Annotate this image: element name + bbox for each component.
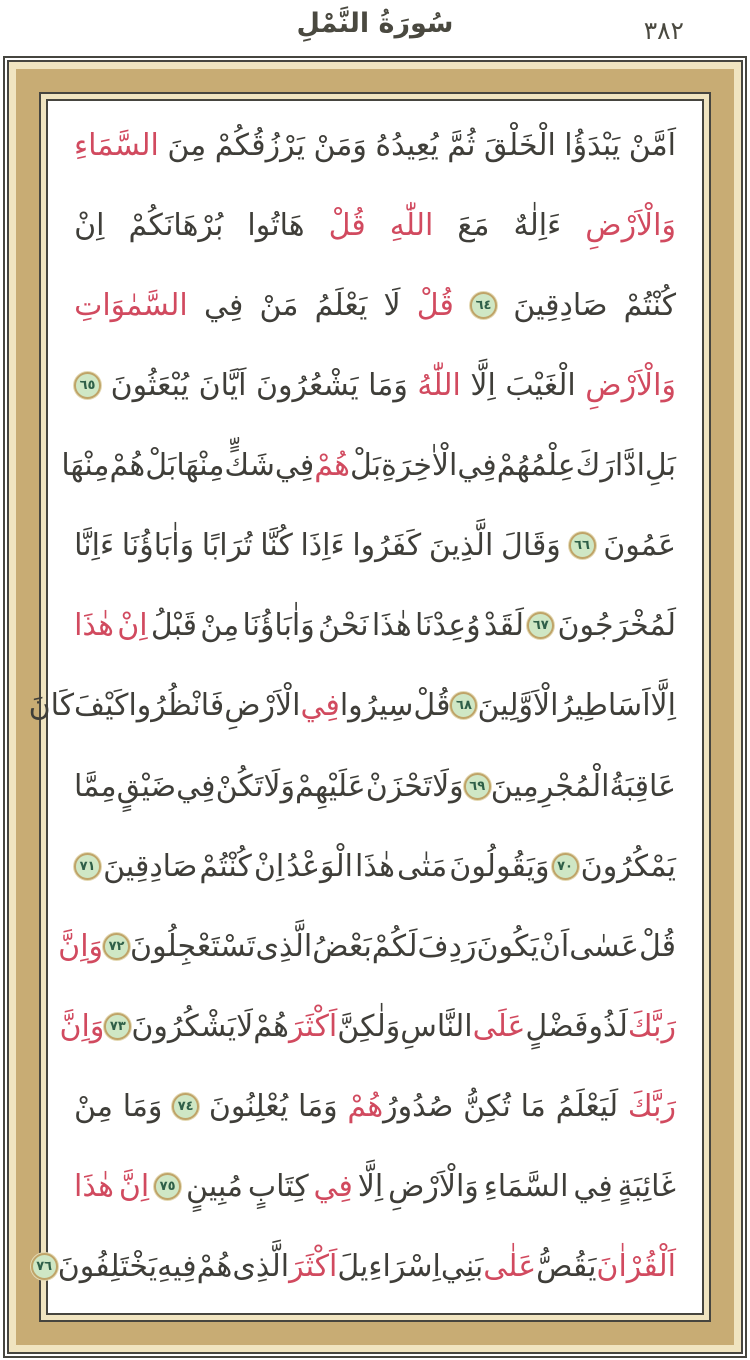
text-word: مَا bbox=[520, 1088, 546, 1124]
quran-line bbox=[74, 209, 676, 242]
text-word: يُبْعَثُونَ bbox=[110, 368, 190, 404]
text-word: اَنْ bbox=[538, 928, 570, 964]
text-word: يَمْكُرُونَ bbox=[580, 848, 676, 884]
text-word: فِي bbox=[573, 1168, 613, 1204]
quran-line bbox=[74, 770, 676, 803]
page-number: ٣٨٢ bbox=[643, 16, 684, 45]
text-word: مُبِينٍ bbox=[185, 1168, 243, 1204]
verse-marker: ٧٥ bbox=[154, 1173, 181, 1200]
text-word: اللّٰهِ bbox=[389, 208, 434, 244]
verse-marker: ٧١ bbox=[74, 853, 101, 880]
text-word: مِنَ bbox=[167, 128, 207, 163]
text-word: وَمَنْ bbox=[313, 128, 367, 163]
text-word: صَادِقِينَ bbox=[103, 848, 198, 884]
text-word: رَبَّكَ bbox=[627, 1008, 676, 1044]
text-word: فِي bbox=[457, 448, 497, 484]
frame-cream-outer bbox=[7, 60, 743, 1354]
text-word: يَخْتَلِفُونَ bbox=[57, 1248, 158, 1284]
text-word: يَقُصُّ bbox=[536, 1248, 597, 1284]
verse-marker: ٦٩ bbox=[464, 773, 491, 800]
text-segment: هُمْ bbox=[347, 1088, 384, 1124]
text-word: كَانَ bbox=[28, 688, 75, 724]
text-word: هَاتُوا bbox=[247, 208, 305, 244]
text-word: غَائِبَةٍ bbox=[617, 1168, 676, 1204]
quran-line bbox=[58, 928, 676, 964]
text-word: عَاقِبَةُ bbox=[609, 768, 676, 804]
text-word: وَالْاَرْضِ bbox=[585, 368, 676, 404]
text-word: يَبْدَؤُا bbox=[564, 128, 621, 163]
text-word: وَمَا bbox=[368, 368, 408, 404]
text-word: قُلْ bbox=[638, 928, 676, 964]
page-header bbox=[0, 0, 750, 56]
text-word: ءَاِلٰهٌ bbox=[513, 208, 562, 244]
text-word: اِلَّا bbox=[357, 1168, 384, 1204]
text-word: وَمَا bbox=[297, 1088, 338, 1124]
text-word: هُمْ bbox=[314, 448, 350, 484]
text-word: نَحْنُ bbox=[318, 608, 369, 644]
quran-line bbox=[74, 1090, 676, 1123]
text-word: تُكِنُّ bbox=[463, 1088, 511, 1124]
quran-line bbox=[74, 529, 676, 562]
text-word: السَّمَاءِ bbox=[74, 128, 159, 163]
text-word: تَكُنْ bbox=[215, 768, 264, 804]
text-word: مِنْهَا bbox=[61, 448, 110, 484]
text-word: وَقَالَ bbox=[501, 528, 561, 564]
text-word: قُلْ bbox=[416, 288, 454, 324]
text-word: الْمُجْرِمِينَ bbox=[490, 768, 610, 804]
verse-marker: ٦٤ bbox=[470, 292, 497, 319]
text-word: لَذُو bbox=[588, 1008, 628, 1044]
text-word: اَمَّنْ bbox=[628, 128, 676, 163]
text-word: يَشْعُرُونَ bbox=[255, 368, 359, 404]
text-word: مَنْ bbox=[259, 288, 299, 324]
text-word: وَلٰكِنَّ bbox=[337, 1008, 401, 1044]
text-word: ضَيْقٍ bbox=[116, 768, 177, 804]
text-word: بَلِ bbox=[644, 448, 676, 484]
text-word: لَقَدْ bbox=[483, 608, 524, 644]
text-word: كَفَرُوا bbox=[352, 528, 422, 564]
text-word: فِي bbox=[274, 448, 315, 484]
text-word: اَسَاطِيرُ bbox=[558, 688, 651, 724]
text-word: كُنْتُمْ bbox=[623, 288, 676, 324]
text-word: مَتٰى bbox=[397, 848, 448, 884]
text-word: بَنِي bbox=[440, 1248, 484, 1284]
text-word: عَمُونَ bbox=[603, 528, 676, 564]
text-word: الَّذِينَ bbox=[428, 528, 494, 564]
quran-line bbox=[74, 289, 676, 322]
quran-line bbox=[74, 129, 676, 162]
text-word: عَسٰى bbox=[569, 928, 639, 964]
quran-line bbox=[59, 1008, 676, 1044]
frame-cream-inner bbox=[28, 92, 711, 1322]
text-word bbox=[253, 1010, 337, 1043]
text-word: مِنْ bbox=[74, 1088, 113, 1124]
text-word: وَاٰبَاؤُنَا bbox=[121, 528, 195, 564]
text-word: هُمْ bbox=[109, 448, 146, 484]
quran-line bbox=[36, 1248, 676, 1284]
text-segment: هُمْ bbox=[253, 1008, 289, 1044]
text-word bbox=[347, 1090, 453, 1123]
text-word: وَاٰبَاؤُنَا bbox=[242, 608, 315, 644]
text-word: فَضْلٍ bbox=[525, 1008, 589, 1044]
text-word: يُعِيدُهُ bbox=[375, 128, 439, 163]
verse-marker: ٦٦ bbox=[569, 532, 596, 559]
text-word: قُلْ bbox=[413, 688, 451, 724]
text-word: اَلْقُرْاٰنَ bbox=[596, 1248, 676, 1284]
quran-line bbox=[74, 850, 676, 883]
verse-marker: ٦٨ bbox=[450, 692, 477, 719]
text-word: يَشْكُرُونَ bbox=[131, 1008, 237, 1044]
text-word: رَبَّكَ bbox=[627, 1088, 676, 1124]
frame-outer bbox=[3, 56, 747, 1358]
text-word: وَاِنَّ bbox=[58, 928, 104, 964]
text-word: وَمَا bbox=[122, 1088, 163, 1124]
text-word: فِي bbox=[176, 768, 216, 804]
text-word: رَدِفَ bbox=[417, 928, 477, 964]
text-word: بَلْ bbox=[145, 448, 177, 484]
text-word: تَحْزَنْ bbox=[365, 768, 433, 804]
verse-marker: ٦٥ bbox=[74, 372, 101, 399]
text-word: فِي bbox=[203, 288, 244, 324]
text-segment: اَكْثَرَ bbox=[289, 1008, 338, 1044]
text-word: فَانْظُرُوا bbox=[128, 688, 225, 724]
quran-line bbox=[74, 609, 676, 642]
text-word: بُرْهَانَكُمْ bbox=[128, 208, 224, 244]
text-word: وَلَا bbox=[432, 768, 464, 804]
text-word: مِنْ bbox=[200, 608, 240, 644]
text-word: هٰذَا bbox=[371, 608, 412, 644]
quran-line bbox=[28, 688, 676, 724]
text-word: مَعَ bbox=[457, 208, 490, 244]
text-word: تَسْتَعْجِلُونَ bbox=[130, 928, 256, 964]
text-word: سِيرُوا bbox=[339, 688, 414, 724]
text-segment: صُدُورُ bbox=[383, 1088, 454, 1124]
text-word: كَيْفَ bbox=[74, 688, 129, 724]
sura-title: سُورَةُ النَّمْلِ bbox=[296, 8, 454, 39]
text-word: اِلَّا bbox=[470, 368, 496, 404]
text-word: اِنْ bbox=[117, 608, 148, 644]
text-word: يَعْلَمُ bbox=[314, 288, 368, 324]
text-word: وَالْاَرْضِ bbox=[388, 1168, 479, 1204]
text-word: يَكُونَ bbox=[476, 928, 539, 964]
text-word: اَيَّانَ bbox=[198, 368, 247, 404]
text-word: ثُمَّ bbox=[447, 128, 476, 163]
verse-marker: ٦٧ bbox=[527, 612, 554, 639]
text-word: اِنَّ bbox=[118, 1168, 150, 1204]
text-word: الْاَوَّلِينَ bbox=[477, 688, 559, 724]
text-word: ادَّارَكَ bbox=[575, 448, 645, 484]
text-word: تُرَابًا bbox=[201, 528, 253, 564]
text-word: صَادِقِينَ bbox=[513, 288, 608, 324]
text-word: اللّٰهُ bbox=[417, 368, 461, 404]
text-word: اَكْثَرَ bbox=[289, 1248, 338, 1284]
text-word: هُمْ bbox=[196, 1248, 233, 1284]
text-word: وَيَقُولُونَ bbox=[449, 848, 550, 884]
frame-tan-band bbox=[16, 69, 734, 1345]
text-word: لَمُخْرَجُونَ bbox=[557, 608, 676, 644]
text-word: السَّمٰوَاتِ bbox=[74, 288, 188, 324]
text-word: وَالْاَرْضِ bbox=[585, 208, 676, 244]
text-word: يَرْزُقُكُمْ bbox=[214, 128, 305, 163]
text-word: هٰذَا bbox=[355, 848, 395, 884]
text-word: هٰذَا bbox=[74, 1168, 114, 1204]
text-word: لَا bbox=[236, 1008, 254, 1044]
frame-text-area bbox=[28, 99, 704, 1315]
text-word: اِلَّا bbox=[650, 688, 676, 724]
text-word: الْاَرْضِ bbox=[224, 688, 301, 724]
text-word: يُعْلِنُونَ bbox=[208, 1088, 289, 1124]
text-word: الَّذِى bbox=[232, 1248, 290, 1284]
text-word: فِي bbox=[313, 1168, 353, 1204]
quran-line bbox=[61, 448, 676, 484]
text-word: اِسْرَاءِيلَ bbox=[337, 1248, 441, 1284]
text-word: عَلَى bbox=[472, 1008, 526, 1044]
text-word: النَّاسِ bbox=[400, 1008, 473, 1044]
text-word: الْغَيْبَ bbox=[505, 368, 576, 404]
text-word: فِي bbox=[300, 688, 340, 724]
text-word: الْاٰخِرَةِ bbox=[381, 448, 458, 484]
text-word: شَكٍّ bbox=[224, 448, 275, 484]
text-word: لَا bbox=[383, 288, 401, 324]
text-word: هٰذَا bbox=[74, 608, 114, 644]
text-word: لَيَعْلَمُ bbox=[555, 1088, 619, 1124]
text-word: مِنْهَا bbox=[176, 448, 225, 484]
text-word: مِمَّا bbox=[74, 768, 117, 804]
text-word: عَلَيْهِمْ bbox=[295, 768, 366, 804]
text-word: فِيهِ bbox=[157, 1248, 197, 1284]
text-word: وَاِنَّ bbox=[59, 1008, 105, 1044]
text-word: قَبْلُ bbox=[150, 608, 198, 644]
quran-line bbox=[74, 369, 676, 402]
verse-marker: ٧٤ bbox=[172, 1093, 199, 1120]
text-word: بَلْ bbox=[349, 448, 382, 484]
text-word: وَلَا bbox=[263, 768, 295, 804]
text-word: قُلْ bbox=[328, 208, 366, 244]
quran-line bbox=[74, 1170, 676, 1203]
text-word: كُنَّا bbox=[260, 528, 293, 564]
text-word: السَّمَاءِ bbox=[483, 1168, 569, 1204]
text-word: الْوَعْدُ bbox=[286, 848, 353, 884]
text-word: الَّذِى bbox=[255, 928, 313, 964]
text-word: وُعِدْنَا bbox=[415, 608, 481, 644]
verse-marker: ٧٦ bbox=[31, 1253, 58, 1280]
verse-marker: ٧٢ bbox=[103, 933, 130, 960]
text-word: اِنْ bbox=[74, 208, 105, 244]
text-word: كُنْتُمْ bbox=[199, 848, 252, 884]
text-word: عِلْمُهُمْ bbox=[496, 448, 576, 484]
verse-marker: ٧٣ bbox=[104, 1013, 131, 1040]
text-word: ءَاِذَا bbox=[300, 528, 345, 564]
text-word: الْخَلْقَ bbox=[484, 128, 556, 163]
text-word: كِتَابٍ bbox=[247, 1168, 309, 1204]
text-word: بَعْضُ bbox=[312, 928, 372, 964]
quran-text bbox=[28, 128, 676, 1284]
text-word: اِنْ bbox=[253, 848, 285, 884]
text-word: لَكُمْ bbox=[371, 928, 418, 964]
verse-marker: ٧٠ bbox=[552, 853, 579, 880]
text-word: عَلٰى bbox=[483, 1248, 537, 1284]
text-word: ءَاِنَّا bbox=[74, 528, 115, 564]
